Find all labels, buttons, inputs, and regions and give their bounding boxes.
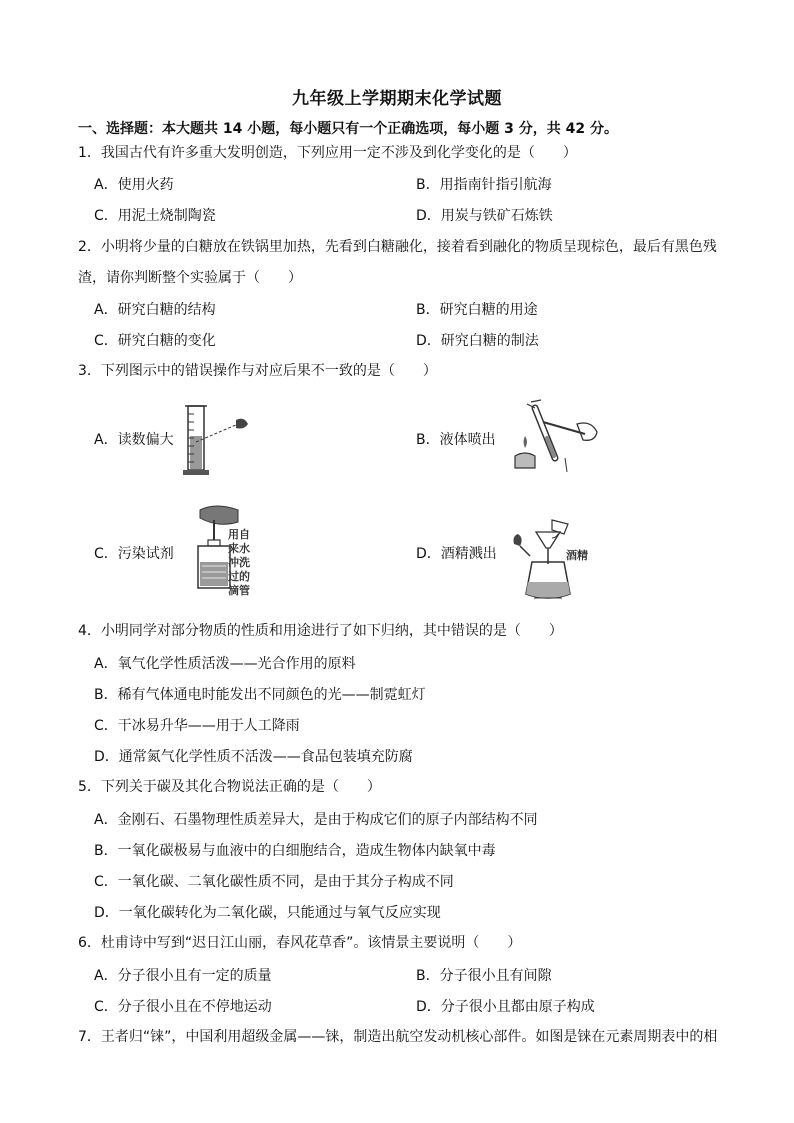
question-1-stem: 1．我国古代有许多重大发明创造，下列应用一定不涉及到化学变化的是（ ） (78, 145, 577, 161)
q5-option-a: A．金刚石、石墨物理性质差异大，是由于构成它们的原子内部结构不同 (94, 812, 538, 828)
q6-option-b: B．分子很小且有间隙 (416, 968, 552, 984)
question-7-stem: 7．王者归“铼”，中国利用超级金属——铼，制造出航空发动机核心部件。如图是铼在元素周期表中的相 (78, 1029, 718, 1045)
question-2-stem-line1: 2．小明将少量的白糖放在铁锅里加热，先看到白糖融化，接着看到融化的物质呈现棕色，最后有黑色残 (78, 239, 717, 255)
dropper-label-line: 来水 (228, 542, 250, 555)
q5-option-c: C．一氧化碳、二氧化碳性质不同，是由于其分子构成不同 (94, 874, 454, 890)
dropper-label-line: 过的 (228, 570, 250, 583)
graduated-cylinder-figure (180, 398, 260, 480)
q4-option-a: A．氧气化学性质活泼——光合作用的原料 (94, 656, 356, 672)
q3-option-d: D．酒精溅出 (416, 546, 497, 562)
q3-option-c: C．污染试剂 (94, 546, 174, 562)
q5-option-b: B．一氧化碳极易与血液中的白细胞结合，造成生物体内缺氧中毒 (94, 843, 496, 859)
q3-option-a: A．读数偏大 (94, 432, 174, 448)
dropper-label-line: 用自 (228, 528, 250, 541)
q2-option-a: A．研究白糖的结构 (94, 302, 216, 318)
page-title: 九年级上学期期末化学试题 (292, 89, 502, 109)
q6-option-a: A．分子很小且有一定的质量 (94, 968, 272, 984)
q4-option-d: D．通常氮气化学性质不活泼——食品包装填充防腐 (94, 749, 413, 765)
q2-option-d: D．研究白糖的制法 (416, 333, 539, 349)
dropper-label-line: 滴管 (228, 584, 250, 597)
q5-option-d: D．一氧化碳转化为二氧化碳，只能通过与氧气反应实现 (94, 905, 441, 921)
q4-option-c: C．干冰易升华——用于人工降雨 (94, 718, 300, 734)
dropper-label-line: 冲洗 (228, 556, 250, 569)
q4-option-b: B．稀有气体通电时能发出不同颜色的光——制霓虹灯 (94, 687, 426, 703)
q1-option-a: A．使用火药 (94, 177, 174, 193)
section-heading: 一、选择题：本大题共 14 小题，每小题只有一个正确选项，每小题 3 分，共 42 分。 (78, 121, 618, 137)
question-3-stem: 3．下列图示中的错误操作与对应后果不一致的是（ ） (78, 363, 437, 379)
q1-option-d: D．用炭与铁矿石炼铁 (416, 208, 553, 224)
q3-option-b: B．液体喷出 (416, 432, 496, 448)
question-6-stem: 6．杜甫诗中写到“迟日江山丽，春风花草香”。该情景主要说明（ ） (78, 935, 522, 951)
alcohol-lamp-funnel-figure (508, 512, 574, 604)
heated-test-tube-figure (505, 398, 605, 478)
q2-option-b: B．研究白糖的用途 (416, 302, 538, 318)
q6-option-c: C．分子很小且在不停地运动 (94, 999, 272, 1015)
q6-option-d: D．分子很小且都由原子构成 (416, 999, 595, 1015)
q1-option-b: B．用指南针指引航海 (416, 177, 552, 193)
question-2-stem-line2: 渣，请你判断整个实验属于（ ） (78, 270, 302, 286)
question-4-stem: 4．小明同学对部分物质的性质和用途进行了如下归纳，其中错误的是（ ） (78, 623, 563, 639)
dropper-warning-label (228, 528, 250, 598)
question-5-stem: 5．下列关于碳及其化合物说法正确的是（ ） (78, 779, 381, 795)
alcohol-label: 酒精 (566, 549, 588, 562)
q2-option-c: C．研究白糖的变化 (94, 333, 216, 349)
q1-option-c: C．用泥土烧制陶瓷 (94, 208, 216, 224)
